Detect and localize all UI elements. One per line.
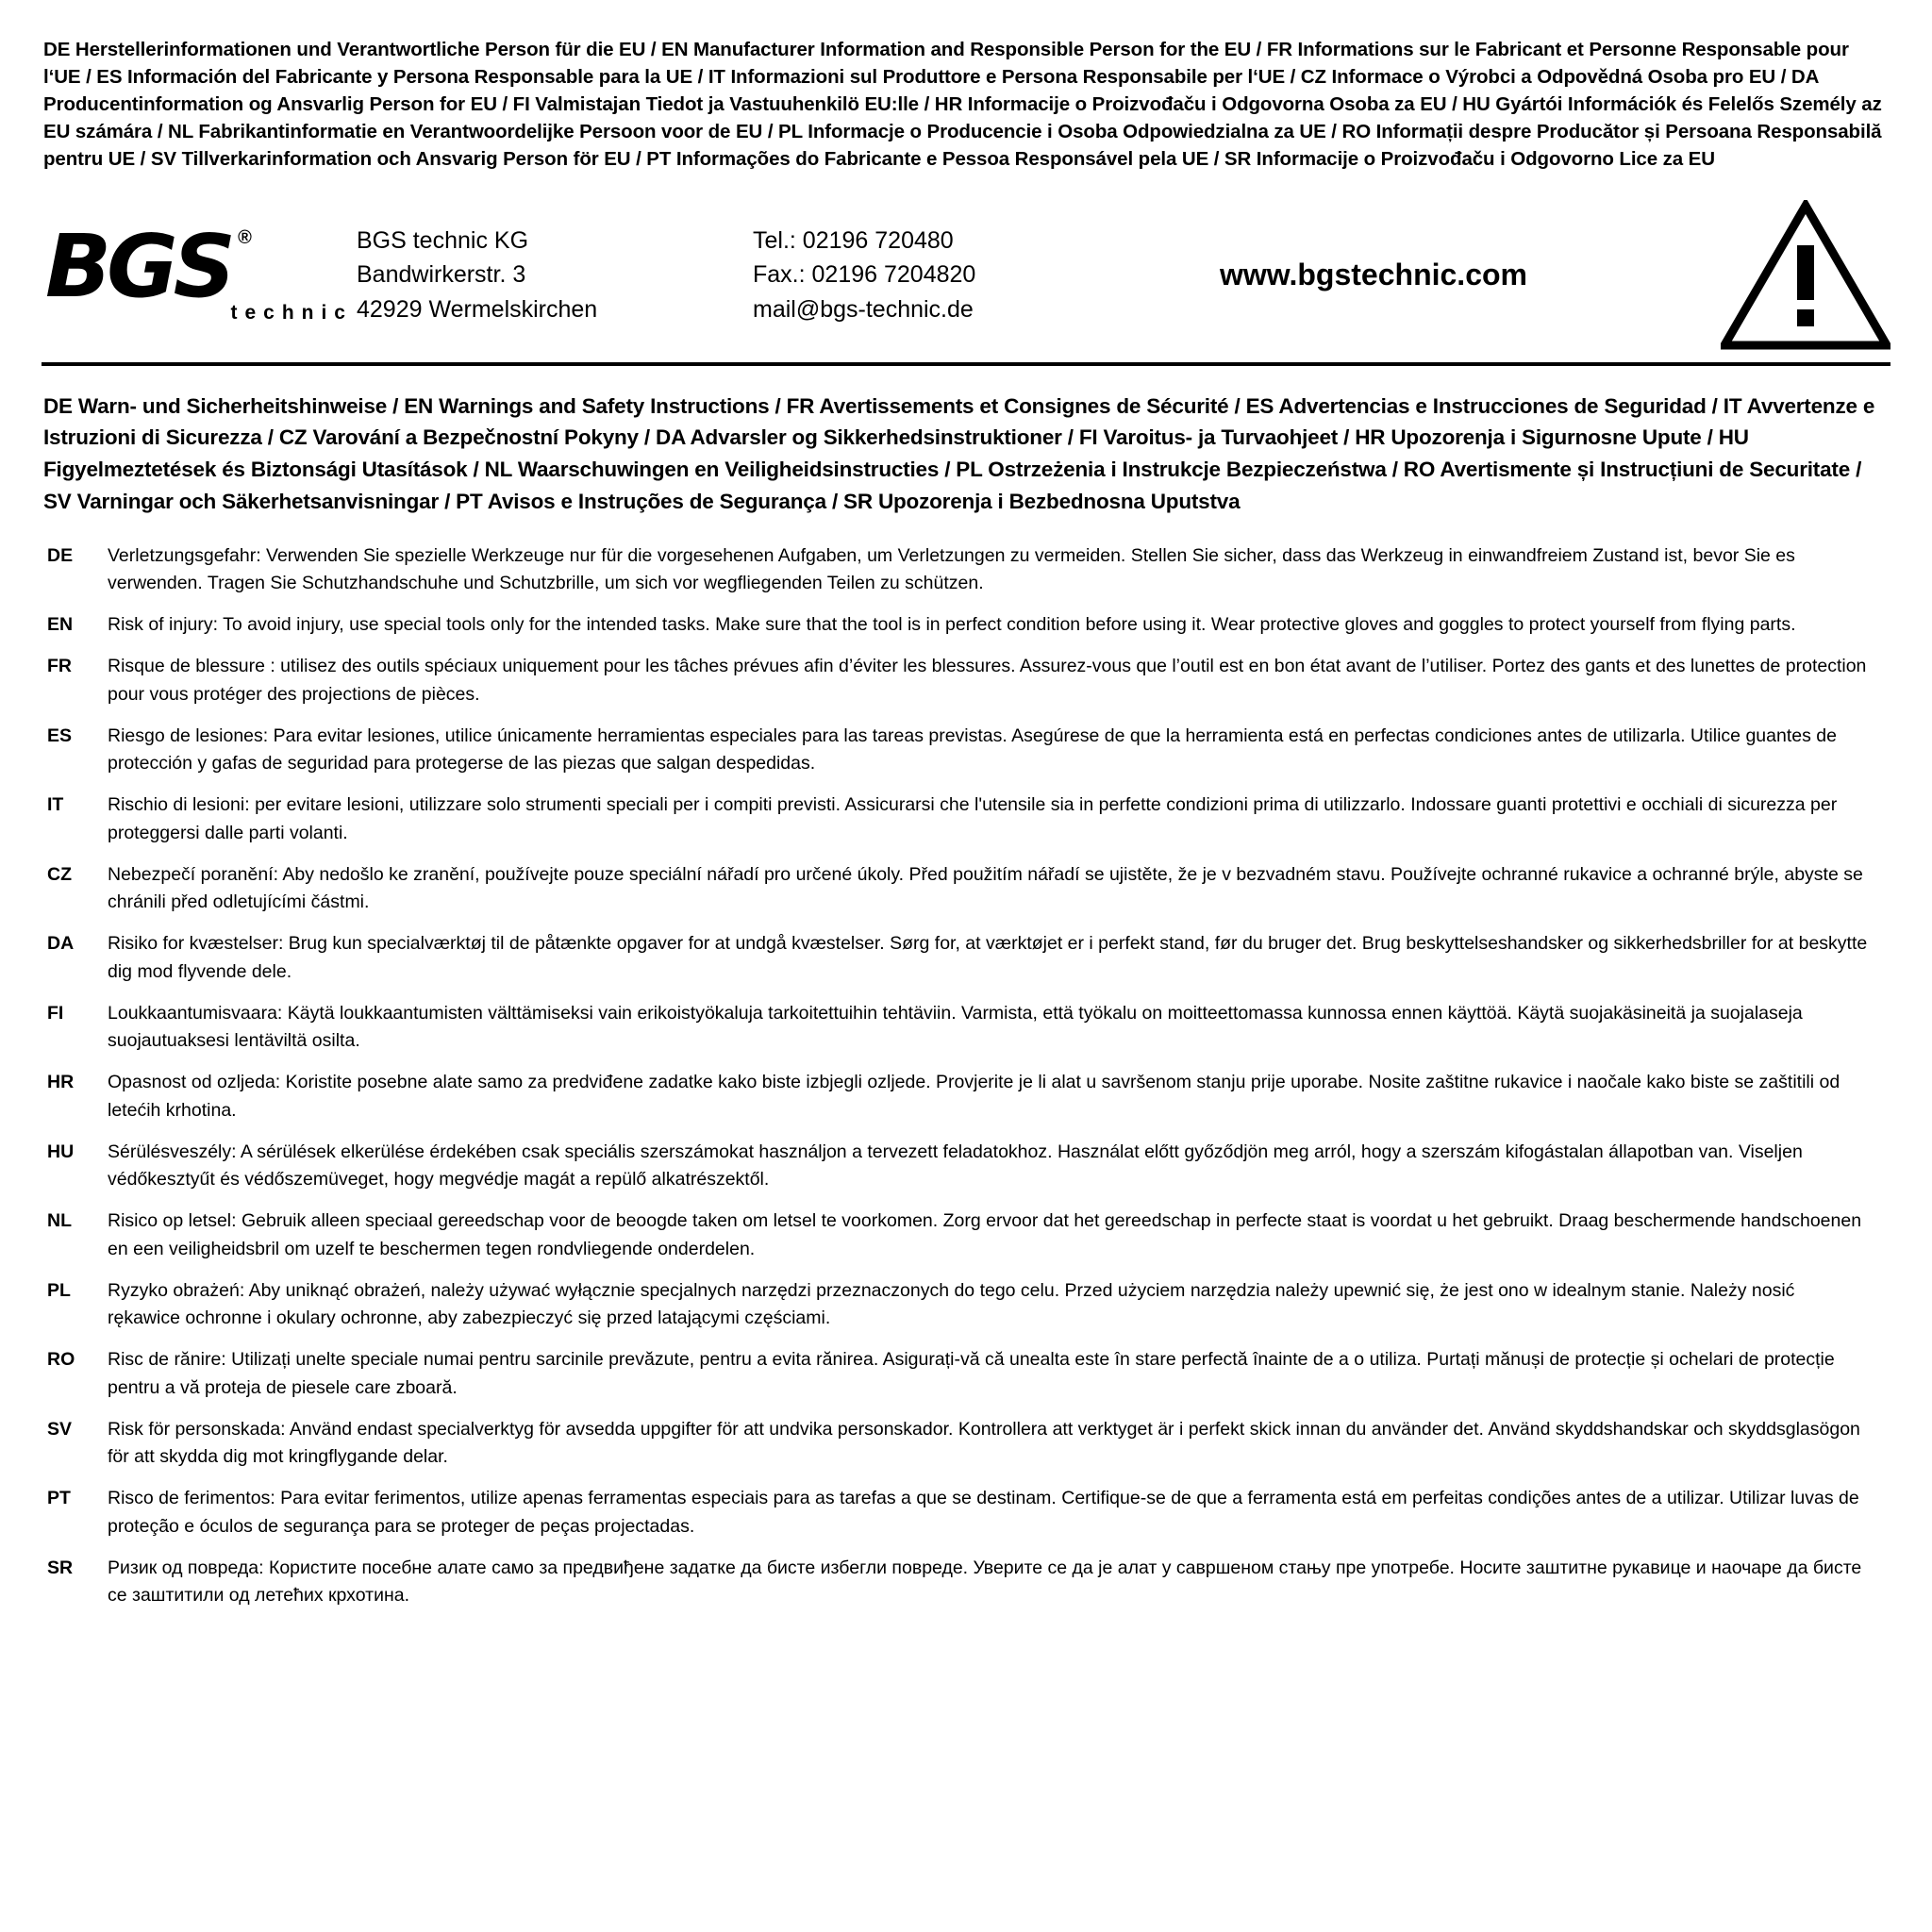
language-code: SR [47,1557,74,1578]
registered-trademark-icon: ® [238,226,252,248]
company-fax: Fax.: 02196 7204820 [753,261,976,289]
logo-subtext: technic [230,302,353,325]
company-header-band [42,194,1890,366]
language-text: Risico op letsel: Gebruik alleen speciaal gereedschap voor de beoogde taken om letsel te voorkomen. Zorg ervoor dat het gereedschap in perfecte staat is voordat u het gebruikt. Draag beschermende handschoenen en een veiligheidsbril om uzelf te beschermen tegen rondvliegende onderdelen. [108,1210,1862,1259]
language-code: NL [47,1210,72,1232]
list-item [43,930,1889,986]
language-code: HU [47,1141,75,1162]
language-code: SV [47,1418,73,1440]
list-item [43,653,1889,708]
language-text: Verletzungsgefahr: Verwenden Sie spezielle Werkzeuge nur für die vorgesehenen Aufgaben, um Verletzungen zu vermeiden. Stellen Sie sicher, dass das Werkzeug in einwandfreiem Zustand ist, bevor Sie es verwenden. Tragen Sie Schutzhandschuhe und Schutzbrille, um sich vor wegfliegenden Teilen zu schützen. [108,544,1795,593]
language-text: Rischio di lesioni: per evitare lesioni, utilizzare solo strumenti speciali per i compiti previsti. Assicurarsi che l'utensile sia in perfette condizioni prima di utilizzarlo. Indossare guanti protettivi e occhiali di sicurezza per proteggersi dalle parti volanti. [108,794,1838,843]
language-text: Ryzyko obrażeń: Aby uniknąć obrażeń, należy używać wyłącznie specjalnych narzędzi przeznaczonych do tego celu. Przed użyciem narzędzia należy upewnić się, że jest ono w idealnym stanie. Należy nosić rękawice ochronne i okulary ochronne, aby zabezpieczyć się przed latającymi częściami. [108,1279,1795,1329]
company-telephone: Tel.: 02196 720480 [753,227,954,255]
language-code: PT [47,1488,71,1509]
list-item [43,1485,1889,1541]
language-code: RO [47,1349,75,1371]
safety-section-heading: DE Warn- und Sicherheitshinweise / EN Warnings and Safety Instructions / FR Avertissements et Consignes de Sécurité / ES Advertencias e Instrucciones de Seguridad / IT Avvertenze e Istruzioni di Sicurezza / CZ Varování a Bezpečnostní Pokyny / DA Advarsler og Sikkerhedsinstruktioner / FI Varoitus- ja Turvaohjeet / HR Upozorenja i Sigurnosne Upute / HU Figyelmeztetések és Biztonsági Utasítások / NL Waarschuwingen en Veiligheidsinstructies / PL Ostrzeżenia i Instrukcje Bezpieczeństwa / RO Avertismente și Instrucțiuni de Securitate / SV Varningar och Säkerhetsanvisningar / PT Avisos e Instruções de Segurança / SR Upozorenja i Bezbednosna Uputstva [43,393,1875,513]
list-item [43,1000,1889,1056]
manufacturer-info-heading: DE Herstellerinformationen und Verantwortliche Person für die EU / EN Manufacturer Information and Responsible Person for the EU / FR Informations sur le Fabricant et Personne Responsable pour l‘UE / ES Información del Fabricante y Persona Responsable para la UE / IT Informazioni sul Produttore e Persona Responsabile per l‘UE / CZ Informace o Výrobci a Odpovědná Osoba pro EU / DA Producentinformation og Ansvarlig Person for EU / FI Valmistajan Tiedot ja Vastuuhenkilö EU:lle / HR Informacije o Proizvođaču i Odgovorna Osoba za EU / HU Gyártói Információk és Felelős Személy az EU számára / NL Fabrikantinformatie en Verantwoordelijke Persoon voor de EU / PL Informacje o Producencie i Osoba Odpowiedzialna za UE / RO Informații despre Producător și Persoana Responsabilă pentru UE / SV Tillverkarinformation och Ansvarig Person för EU / PT Informações do Fabricante e Pessoa Responsável pela UE / SR Informacije o Proizvođaču i Odgovorno Lice za EU [43,39,1882,171]
language-text: Opasnost od ozljeda: Koristite posebne alate samo za predviđene zadatke kako biste izbjegli ozljede. Provjerite je li alat u savršenom stanju prije uporabe. Nosite zaštitne rukavice i naočale kako biste se zaštitili od letećih krhotina. [108,1072,1840,1121]
company-website[interactable]: www.bgstechnic.com [1220,258,1527,292]
list-item [43,1069,1889,1124]
language-text: Sérülésveszély: A sérülések elkerülése érdekében csak speciális szerszámokat használjon a tervezett feladatokhoz. Használat előtt győződjön meg arról, hogy a szerszám kifogástalan állapotban van. Viseljen védőkesztyűt és védőszemüveget, hogy megvédje magát a repülő alkatrészektől. [108,1141,1803,1191]
language-text: Risiko for kvæstelser: Brug kun specialværktøj til de påtænkte opgaver for at undgå kvæstelser. Sørg for, at værktøjet er i perfekt stand, før du bruger det. Brug beskyttelseshandsker og sikkerhedsbriller for at beskytte dig mod flyvende dele. [108,933,1868,982]
list-item [43,861,1889,917]
language-text: Ризик од повреда: Користите посебне алате само за предвиђене задатке да бисте избегли повреде. Уверите се да је алат у савршеном стању пре употребе. Носите заштитне рукавице и наочаре да бисте се заштитили од летећих крхотина. [108,1557,1862,1607]
list-item [43,1277,1889,1333]
language-code: PL [47,1279,71,1301]
language-text: Risc de rănire: Utilizați unelte speciale numai pentru sarcinile prevăzute, pentru a evita rănirea. Asigurați-vă că unealta este în stare perfectă înainte de a o utiliza. Purtați mănuși de protecție și ochelari de protecție pentru a vă proteja de piesele care zboară. [108,1349,1835,1398]
language-code: DE [47,544,74,566]
language-text: Risk för personskada: Använd endast specialverktyg för avsedda uppgifter för att undvika personskador. Kontrollera att verktyget är i perfekt skick innan du använder det. Använd skyddshandskar och skyddsglasögon för att skydda dig mot kringflygande delar. [108,1418,1860,1468]
language-text: Risco de ferimentos: Para evitar ferimentos, utilize apenas ferramentas especiais para as tarefas a que se destinam. Certifique-se de que a ferramenta está em perfeitas condições antes de a utilizar. Utilizar luvas de proteção e óculos de segurança para se proteger de peças projectadas. [108,1488,1859,1537]
language-text: Nebezpečí poranění: Aby nedošlo ke zranění, používejte pouze speciální nářadí pro určené úkoly. Před použitím nářadí se ujistěte, že je v bezvadném stavu. Používejte ochranné rukavice a ochranné brýle, abyste se chránili před odletujícími částmi. [108,863,1863,913]
company-address [357,224,753,326]
language-code: EN [47,614,74,636]
bgs-logo [42,215,357,325]
language-code: CZ [47,863,72,885]
list-item [43,1346,1889,1402]
language-text: Risque de blessure : utilisez des outils spéciaux uniquement pour les tâches prévues afin d’éviter les blessures. Assurez-vous que l’outil est en bon état avant de l’utiliser. Portez des gants et des lunettes de protection pour vous protéger des projections de pièces. [108,656,1867,705]
warning-triangle-icon [1711,200,1890,351]
list-item [43,542,1889,598]
language-text: Risk of injury: To avoid injury, use special tools only for the intended tasks. Make sure that the tool is in perfect condition before using it. Wear protective gloves and goggles to protect yourself from flying parts. [108,614,1796,636]
logo-wordmark: BGS [45,215,231,317]
list-item [43,611,1889,639]
language-code: IT [47,794,64,816]
list-item [43,1208,1889,1263]
language-text: Riesgo de lesiones: Para evitar lesiones, utilice únicamente herramientas especiales para las tareas previstas. Asegúrese de que la herramienta está en perfectas condiciones antes de utilizarla. Utilice guantes de protección y gafas de seguridad para protegerse de las piezas que salgan despedidas. [108,724,1837,774]
language-text: Loukkaantumisvaara: Käytä loukkaantumisten välttämiseksi vain erikoistyökaluja tarkoitettuihin tehtäviin. Varmista, että työkalu on moitteettomassa kunnossa ennen käyttöä. Käytä suojakäsineitä ja suojalaseja suojautuaksesi lentäviltä osilta. [108,1002,1803,1052]
language-code: DA [47,933,75,955]
company-email[interactable]: mail@bgs-technic.de [753,295,974,323]
language-code: FR [47,656,72,677]
list-item [43,1416,1889,1472]
company-city: 42929 Wermelskirchen [357,295,598,323]
list-item [43,1139,1889,1194]
language-code: FI [47,1002,64,1024]
company-contact [753,224,1064,326]
list-item [43,791,1889,847]
language-code: ES [47,724,73,746]
safety-instructions-list [42,542,1890,1610]
list-item [43,723,1889,778]
list-item [43,1555,1889,1610]
language-code: HR [47,1072,75,1093]
company-name: BGS technic KG [357,227,529,255]
company-street: Bandwirkerstr. 3 [357,261,526,289]
